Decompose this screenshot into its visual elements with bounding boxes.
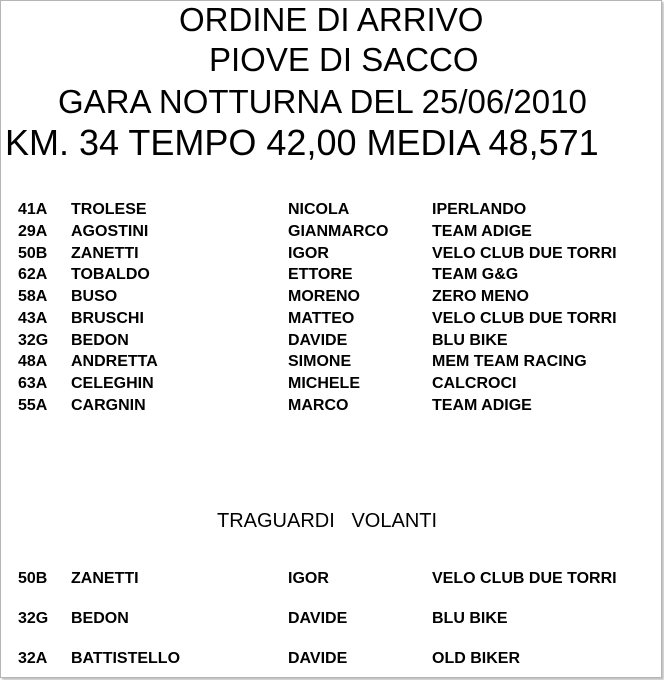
rider-surname: AGOSTINI: [71, 223, 149, 240]
title-order-of-arrival: ORDINE DI ARRIVO: [179, 1, 484, 38]
rider-surname: ZANETTI: [71, 245, 139, 262]
rider-team: TEAM ADIGE: [432, 223, 532, 240]
rider-surname: TOBALDO: [71, 266, 150, 283]
rider-name: DAVIDE: [288, 650, 348, 667]
bib-number: 32A: [18, 650, 48, 667]
rider-surname: BEDON: [71, 332, 129, 349]
rider-team: OLD BIKER: [432, 650, 520, 667]
bib-number: 43A: [18, 310, 48, 327]
rider-team: ZERO MENO: [432, 288, 529, 305]
rider-surname: ZANETTI: [71, 570, 139, 587]
rider-name: ETTORE: [288, 266, 353, 283]
rider-team: TEAM G&G: [432, 266, 519, 283]
bib-number: 48A: [18, 353, 48, 370]
title-location: PIOVE DI SACCO: [209, 41, 479, 78]
rider-team: VELO CLUB DUE TORRI: [432, 245, 617, 262]
rider-name: MATTEO: [288, 310, 355, 327]
bib-number: 32G: [18, 610, 49, 627]
rider-team: BLU BIKE: [432, 332, 508, 349]
rider-name: MARCO: [288, 397, 349, 414]
rider-surname: BUSO: [71, 288, 118, 305]
rider-name: DAVIDE: [288, 332, 348, 349]
sprints-heading: TRAGUARDI VOLANTI: [217, 510, 438, 532]
rider-name: MICHELE: [288, 375, 360, 392]
rider-surname: ANDRETTA: [71, 353, 158, 370]
rider-surname: TROLESE: [71, 201, 147, 218]
rider-team: TEAM ADIGE: [432, 397, 532, 414]
rider-name: NICOLA: [288, 201, 350, 218]
rider-team: VELO CLUB DUE TORRI: [432, 570, 617, 587]
rider-name: IGOR: [288, 570, 329, 587]
rider-name: DAVIDE: [288, 610, 348, 627]
title-race-stats: KM. 34 TEMPO 42,00 MEDIA 48,571: [5, 122, 599, 163]
rider-team: CALCROCI: [432, 375, 517, 392]
rider-name: GIANMARCO: [288, 223, 389, 240]
rider-surname: BRUSCHI: [71, 310, 144, 327]
rider-surname: BATTISTELLO: [71, 650, 181, 667]
bib-number: 50B: [18, 570, 48, 587]
bib-number: 50B: [18, 245, 48, 262]
rider-name: SIMONE: [288, 353, 352, 370]
rider-team: IPERLANDO: [432, 201, 527, 218]
title-race-date: GARA NOTTURNA DEL 25/06/2010: [58, 83, 587, 120]
rider-name: MORENO: [288, 288, 360, 305]
bib-number: 29A: [18, 223, 48, 240]
bib-number: 55A: [18, 397, 48, 414]
rider-team: VELO CLUB DUE TORRI: [432, 310, 617, 327]
rider-surname: CARGNIN: [71, 397, 146, 414]
rider-team: BLU BIKE: [432, 610, 508, 627]
rider-surname: BEDON: [71, 610, 129, 627]
bib-number: 32G: [18, 332, 49, 349]
rider-team: MEM TEAM RACING: [432, 353, 587, 370]
bib-number: 58A: [18, 288, 48, 305]
bib-number: 62A: [18, 266, 48, 283]
rider-name: IGOR: [288, 245, 329, 262]
bib-number: 41A: [18, 201, 48, 218]
rider-surname: CELEGHIN: [71, 375, 154, 392]
bib-number: 63A: [18, 375, 48, 392]
